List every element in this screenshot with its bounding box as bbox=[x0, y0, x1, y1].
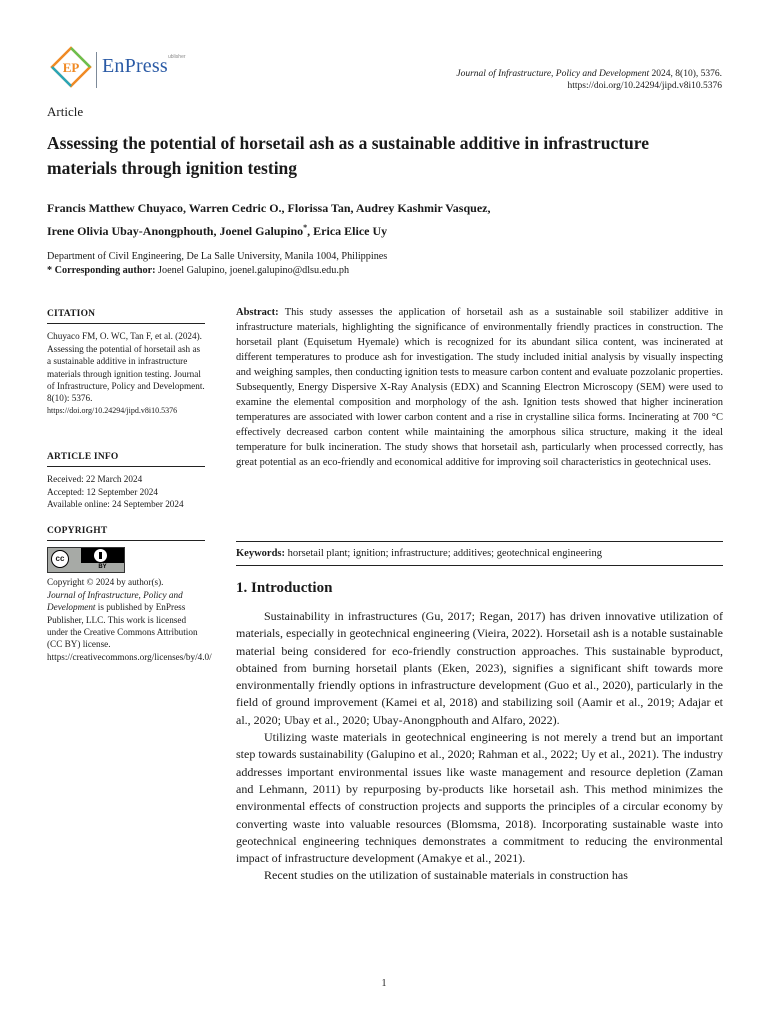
journal-issue: 2024, 8(10), 5376. bbox=[649, 69, 722, 79]
citation-doi-link[interactable]: https://doi.org/10.24294/jipd.v8i10.5376 bbox=[47, 405, 178, 415]
accepted-date: Accepted: 12 September 2024 bbox=[47, 486, 158, 497]
journal-reference bbox=[362, 68, 722, 92]
corresponding-author[interactable]: Joenel Galupino, joenel.galupino@dlsu.edu.ph bbox=[155, 265, 350, 276]
copyright-heading: COPYRIGHT bbox=[47, 525, 205, 541]
copyright-section bbox=[47, 525, 212, 663]
cc-icon: cc bbox=[51, 550, 69, 568]
cc-by-license-icon[interactable] bbox=[47, 547, 125, 573]
publisher-name: EnPress bbox=[102, 55, 168, 77]
citation-section bbox=[47, 308, 205, 417]
article-title: Assessing the potential of horsetail ash as a sustainable additive in infrastructure materials through ignition testing bbox=[47, 133, 650, 178]
keywords-label: Keywords: bbox=[236, 548, 285, 559]
corresponding-marker: * bbox=[303, 223, 308, 232]
citation-text: Chuyaco FM, O. WC, Tan F, et al. (2024). Assessing the potential of horsetail ash as a sustainable additive in infrastructure materials through ignition testing. Journal of Infrastructure, Policy and Development. 8(10): 5376. bbox=[47, 331, 205, 404]
abstract-text: This study assesses the application of horsetail ash as a sustainable soil stabilizer additive in infrastructure materials, highlighting the significance of environmentally friendly practices in construction. The horsetail plant (Equisetum Hyemale) which is recognized for its abundant silica content, was incinerated at different temperatures to produce ash for investigation. The study included initial analysis by visually inspecting and weighing samples, then conducting ignition tests to measure carbon content and evaluate pozzolanic properties. Subsequently, Energy Dispersive X-Ray Analysis (EDX) and Scanning Electron Microscopy (SEM) were used to examine the elemental composition and morphology of the ash. Ignition tests showed that higher incineration temperatures are associated with lower carbon content and a rise in crystalline silica forms. Incinerating at 700 °C effectively decreased carbon content while maintaining the amorphous silica structure, making it the ideal temperature for bulk incineration. The study shows that horsetail ash, particularly when processed correctly, has great potential as an eco-friendly and economical additive for improving soil characteristics in geotechnical uses. bbox=[236, 307, 723, 468]
enpress-logo-icon bbox=[50, 46, 92, 90]
paragraph: Sustainability in infrastructures (Gu, 2017; Regan, 2017) has driven innovative utilization of materials, especially in geotechnical engineering (Vieira, 2022). Horsetail ash is a notable sustainable material being considered for eco-friendly construction approaches. This sustainable byproduct, obtained from burning horsetail plants (Eken, 2023), signifies a significant shift towards more environmentally friendly options in infrastructure development (Guo et al., 2020), particularly in the field of ground improvement (Kamei et al, 2018) and stabilizing soil (Aamir et al., 2019; Adajar et al., 2020; Ubay et al., 2020; Ubay-Anongphouth and Alfaro, 2022). bbox=[236, 609, 723, 727]
page-number: 1 bbox=[381, 978, 387, 989]
copyright-line: Copyright © 2024 by author(s). bbox=[47, 577, 164, 588]
abstract bbox=[236, 305, 723, 470]
abstract-label: Abstract: bbox=[236, 307, 279, 318]
section-heading: 1. Introduction bbox=[236, 580, 333, 596]
affiliation-block bbox=[47, 250, 727, 278]
authors-line-1: Francis Matthew Chuyaco, Warren Cedric O., Florissa Tan, Audrey Kashmir Vasquez, bbox=[47, 201, 491, 215]
logo-divider bbox=[96, 52, 97, 88]
license-url-link[interactable]: https://creativecommons.org/licenses/by/4.0/ bbox=[47, 651, 212, 662]
publisher-logo bbox=[50, 44, 186, 92]
article-info-heading: ARTICLE INFO bbox=[47, 451, 205, 467]
copyright-journal: Journal of Infrastructure, Policy and Development bbox=[47, 589, 183, 613]
cc-badge-by-label: BY bbox=[98, 564, 107, 571]
available-date: Available online: 24 September 2024 bbox=[47, 499, 184, 510]
citation-heading: CITATION bbox=[47, 308, 205, 324]
authors-line-2: Irene Olivia Ubay-Anongphouth, Joenel Galupino bbox=[47, 224, 304, 238]
keywords-bottom-rule bbox=[236, 565, 723, 566]
header-doi-link[interactable]: https://doi.org/10.24294/jipd.v8i10.5376 bbox=[567, 81, 722, 91]
keywords bbox=[236, 546, 723, 561]
keywords-top-rule bbox=[236, 541, 723, 542]
paragraph: Recent studies on the utilization of sustainable materials in construction has bbox=[264, 868, 628, 883]
publisher-mark: ublisher bbox=[168, 54, 186, 60]
author-list bbox=[47, 199, 687, 241]
article-info-section bbox=[47, 451, 205, 511]
paragraph: Utilizing waste materials in geotechnical engineering is not merely a trend but an important step towards sustainability (Galupino et al., 2020; Rahman et al., 2022; Uy et al., 2021). The industry addresses important environmental issues like waste management and resource depletion (Zaman and Lehmann, 2011) by repurposing by-products like horsetail ash. This method minimizes the environmental effects of construction projects and supports the principles of a circular economy by converting waste into valuable resources (Blomsma, 2018). Incorporating sustainable waste into geotechnical engineering techniques demonstrates a commitment to reducing the environmental impact of infrastructure development (Amakye et al., 2021). bbox=[236, 730, 723, 866]
journal-name: Journal of Infrastructure, Policy and Development bbox=[456, 69, 650, 79]
corresponding-label: * Corresponding author: bbox=[47, 265, 156, 276]
svg-text:EP: EP bbox=[62, 60, 80, 75]
affiliation: Department of Civil Engineering, De La Salle University, Manila 1004, Philippines bbox=[47, 251, 388, 262]
article-type: Article bbox=[47, 104, 84, 119]
keywords-text: horsetail plant; ignition; infrastructure; additives; geotechnical engineering bbox=[285, 548, 602, 559]
copyright-text: is published by EnPress Publisher, LLC. This work is licensed under the Creative Commons Attribution (CC BY) license. bbox=[47, 602, 198, 650]
received-date: Received: 22 March 2024 bbox=[47, 474, 143, 485]
authors-line-2-end: , Erica Elice Uy bbox=[307, 224, 388, 238]
body-text bbox=[236, 608, 723, 885]
